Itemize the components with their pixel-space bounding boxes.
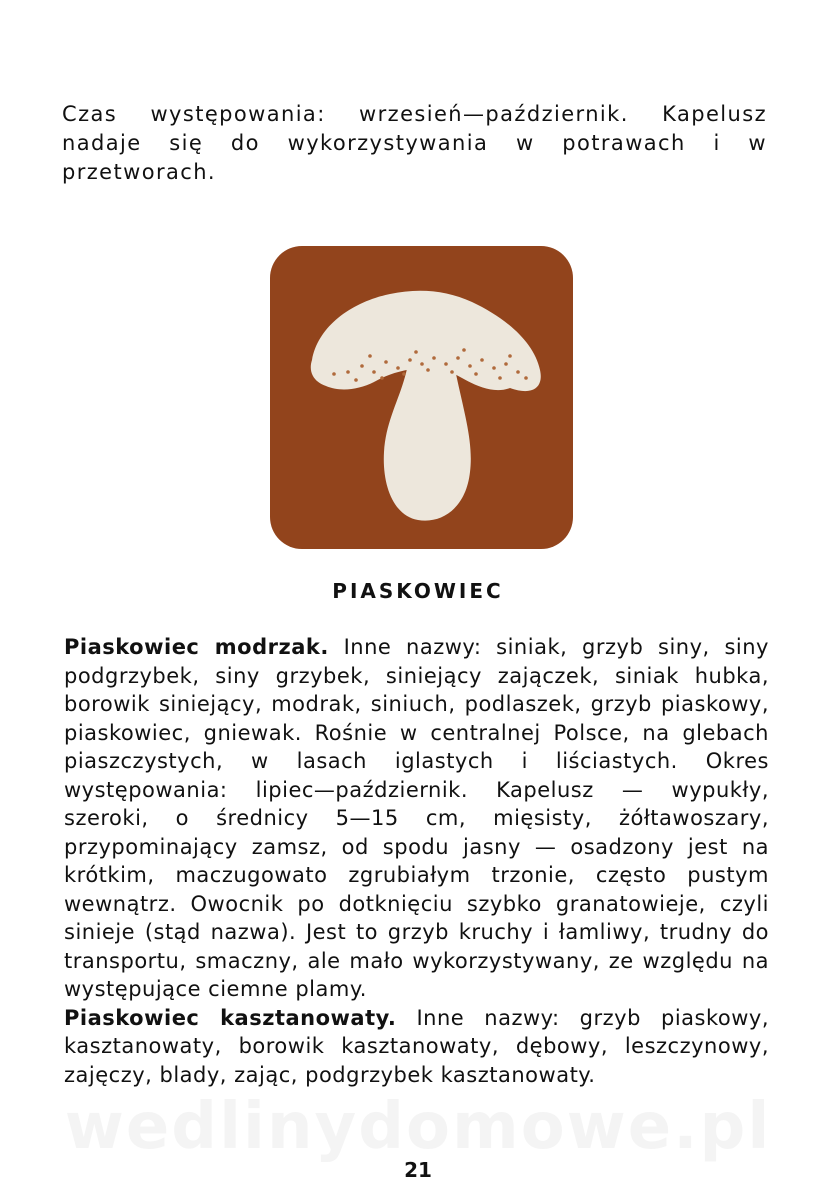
pore-dot — [456, 356, 460, 360]
pore-dot — [462, 348, 466, 352]
entry-piaskowiec-modrzak — [64, 633, 769, 1004]
watermark: wedlinydomowe.pl — [64, 1090, 772, 1164]
pore-dot — [516, 370, 520, 374]
pore-dot — [396, 366, 400, 370]
pore-dot — [360, 364, 364, 368]
pore-dot — [468, 364, 472, 368]
pore-dot — [504, 362, 508, 366]
pore-dot — [368, 354, 372, 358]
pore-dot — [426, 368, 430, 372]
pore-dot — [508, 354, 512, 358]
pore-dot — [420, 362, 424, 366]
pore-dot — [414, 350, 418, 354]
entry-piaskowiec-kasztanowaty — [64, 1004, 769, 1090]
section-title: PIASKOWIEC — [332, 579, 504, 603]
pore-dot — [498, 376, 502, 380]
pore-dot — [432, 356, 436, 360]
entry-term: Piaskowiec kasztanowaty. — [64, 1005, 397, 1030]
pore-dot — [402, 372, 406, 376]
intro-paragraph: Czas występowania: wrzesień—październik. Kapelusz nadaje się do wykorzystywania w potrawach i w przetworach. — [62, 102, 767, 184]
pore-dot — [354, 378, 358, 382]
pore-dot — [474, 372, 478, 376]
mushroom-illustration — [270, 246, 573, 549]
pore-dot — [492, 366, 496, 370]
pore-dot — [408, 358, 412, 362]
pore-dot — [524, 376, 528, 380]
page-number: 21 — [404, 1158, 432, 1182]
species-description — [64, 633, 769, 1089]
pore-dot — [450, 370, 454, 374]
entry-text: Inne nazwy: grzyb piaskowy, kasztanowaty, borowik kasztanowaty, dębowy, leszczynowy, zajęczy, blady, zając, podgrzybek kasztanowaty. — [64, 1005, 770, 1087]
pore-dot — [332, 372, 336, 376]
pore-dot — [480, 358, 484, 362]
pore-dot — [380, 376, 384, 380]
pore-dot — [346, 370, 350, 374]
entry-term: Piaskowiec modrzak. — [64, 635, 329, 659]
pore-dot — [372, 370, 376, 374]
pore-dot — [444, 362, 448, 366]
pore-dot — [384, 360, 388, 364]
entry-text: Inne nazwy: siniak, grzyb siny, siny podgrzybek, siny grzybek, siniejący zajączek, siniak hubka, borowik siniejący, modrak, siniuch, podlaszek, grzyb piaskowy, piaskowiec, gniewak. Rośnie w centralnej Polsce, na glebach piaszczystych, w lasach iglastych i liściastych. Okres występowania: lipiec—październik. Kapelusz — wypukły, szeroki, o średnicy 5—15 cm, mięsisty, żółtawoszary, przypominający zamsz, od spodu jasny — osadzony jest na krótkim, maczugowato zgrubiałym trzonie, często pustym wewnątrz. Owocnik po dotknięciu szybko granatowieje, czyli sinieje (stąd nazwa). Jest to grzyb kruchy i łamliwy, trudny do transportu, smaczny, ale mało wykorzystywany, ze względu na występujące ciemne plamy. — [64, 635, 769, 1001]
